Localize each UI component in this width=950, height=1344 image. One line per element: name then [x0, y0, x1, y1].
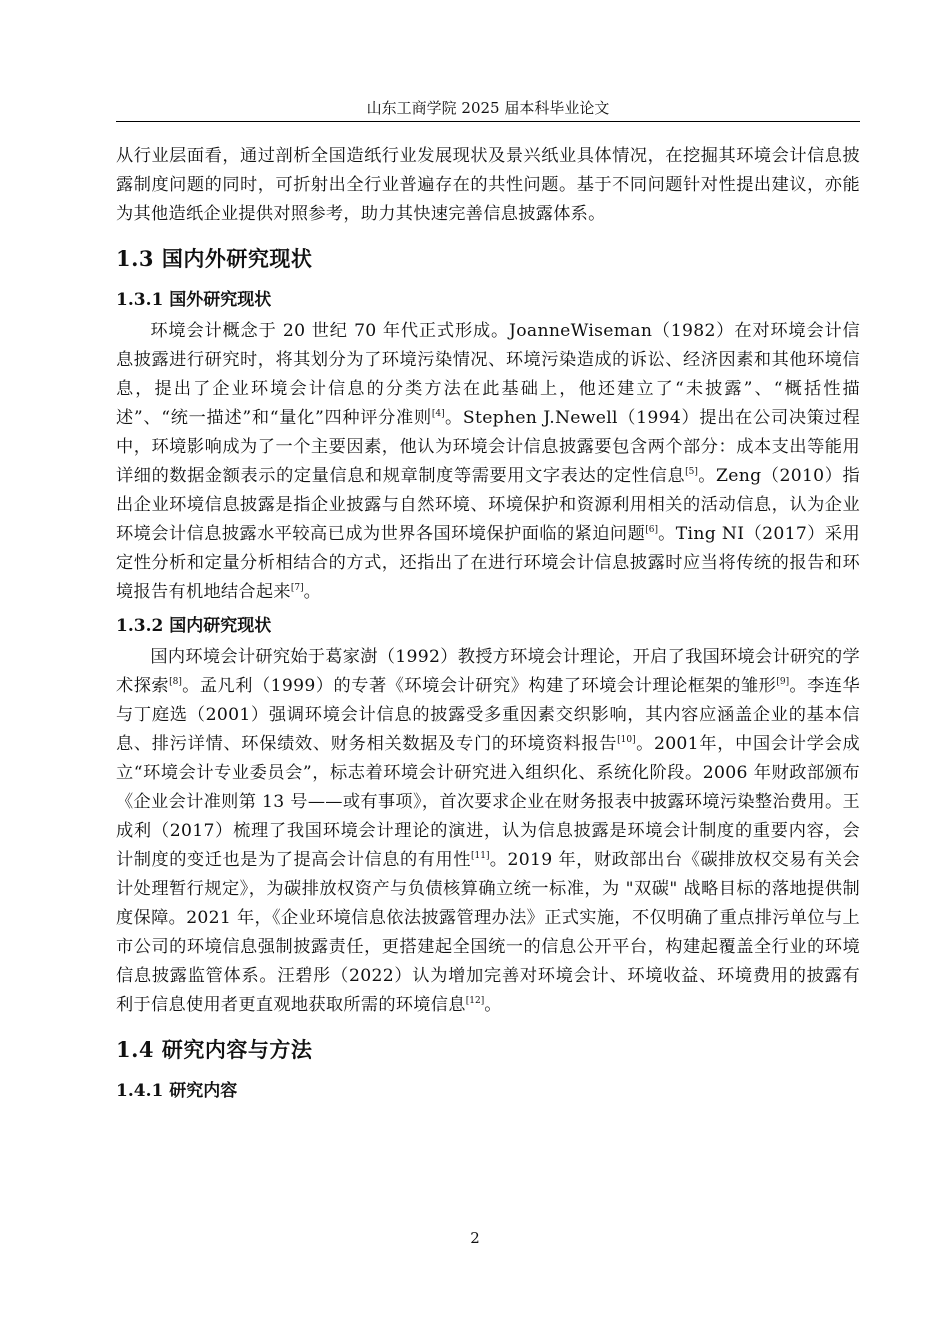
foreign-research-paragraph	[116, 317, 860, 607]
domestic-text-6: 。	[484, 995, 502, 1015]
page-body	[116, 142, 860, 1108]
running-header: 山东工商学院 2025 届本科毕业论文	[366, 99, 610, 117]
intro-paragraph: 从行业层面看，通过剖析全国造纸行业发展现状及景兴纸业具体情况，在挖掘其环境会计信息披露制度问题的同时，可折射出全行业普遍存在的共性问题。基于不同问题针对性提出建议，亦能为其他造纸企业提供对照参考，助力其快速完善信息披露体系。	[116, 146, 860, 224]
citation-7: [7]	[290, 583, 304, 593]
citation-12: [12]	[465, 996, 485, 1006]
citation-4: [4]	[431, 409, 445, 419]
citation-8: [8]	[169, 677, 182, 687]
foreign-text-4: 。Ting NI（2017）采用定性分析和定量分析相结合的方式，还指出了在进行环境会计信息披露时应当将传统的报告和环境报告有机地结合起来	[116, 524, 860, 602]
domestic-text-3: 。李连华与丁庭选（2001）强调环境会计信息的披露受多重因素交织影响，其内容应涵盖企业的基本信息、排污详情、环保绩效、财务相关数据及专门的环境资料报告	[116, 676, 860, 754]
subsection-heading-1-3-1: 1.3.1 国外研究现状	[116, 290, 272, 310]
subsection-heading-1-4-1: 1.4.1 研究内容	[116, 1081, 238, 1101]
domestic-research-paragraph	[116, 643, 860, 1020]
domestic-text-1: 国内环境会计研究始于葛家澍（1992）教授方环境会计理论，开启了我国环境会计研究的学术探索	[116, 647, 860, 696]
domestic-text-2: 。孟凡利（1999）的专著《环境会计研究》构建了环境会计理论框架的雏形	[181, 676, 777, 696]
subsection-heading-1-3-2: 1.3.2 国内研究现状	[116, 616, 272, 636]
citation-11: [11]	[471, 851, 490, 861]
citation-6: [6]	[645, 525, 658, 535]
foreign-text-1: 环境会计概念于 20 世纪 70 年代正式形成。JoanneWiseman（1982）在对环境会计信息披露进行研究时，将其划分为了环境污染情况、环境污染造成的诉讼、经济因素和其他环境信息，提出了企业环境会计信息的分类方法在此基础上，他还建立了“未披露”、“概括性描述”、“统一描述”和“量化”四种评分准则	[116, 321, 860, 428]
domestic-text-5: 。2019 年，财政部出台《碳排放权交易有关会计处理暂行规定》，为碳排放权资产与负债核算确立统一标准，为 "双碳" 战略目标的落地提供制度保障。2021 年，《企业环境信息依法披露管理办法》正式实施，不仅明确了重点排污单位与上市公司的环境信息强制披露责任，更搭建起全国统一的信息公开平台，构建起覆盖全行业的环境信息披露监管体系。汪碧彤（2022）认为增加完善对环境会计、环境收益、环境费用的披露有利于信息使用者更直观地获取所需的环境信息	[116, 850, 860, 1015]
foreign-text-5: 。	[303, 582, 322, 602]
header-rule	[116, 121, 860, 122]
citation-9: [9]	[776, 677, 790, 687]
citation-10: [10]	[617, 735, 636, 745]
citation-5: [5]	[685, 467, 698, 477]
section-heading-1-3: 1.3 国内外研究现状	[116, 246, 313, 271]
page-number: 2	[470, 1229, 480, 1247]
section-heading-1-4: 1.4 研究内容与方法	[116, 1037, 313, 1062]
foreign-text-2: 。Stephen J.Newell（1994）提出在公司决策过程中，环境影响成为了一个主要因素，他认为环境会计信息披露要包含两个部分：成本支出等能用详细的数据金额表示的定量信息和规章制度等需要用文字表达的定性信息	[116, 408, 861, 486]
domestic-text-4: 。2001年，中国会计学会成立“环境会计专业委员会”，标志着环境会计研究进入组织化、系统化阶段。2006 年财政部颁布《企业会计准则第 13 号——或有事项》，首次要求企业在财务报表中披露环境污染整治费用。王成利（2017）梳理了我国环境会计理论的演进，认为信息披露是环境会计制度的重要内容，会计制度的变迁也是为了提高会计信息的有用性	[116, 734, 860, 870]
foreign-text-3: 。Zeng（2010）指出企业环境信息披露是指企业披露与自然环境、环境保护和资源利用相关的活动信息，认为企业环境会计信息披露水平较高已成为世界各国环境保护面临的紧迫问题	[116, 466, 860, 544]
